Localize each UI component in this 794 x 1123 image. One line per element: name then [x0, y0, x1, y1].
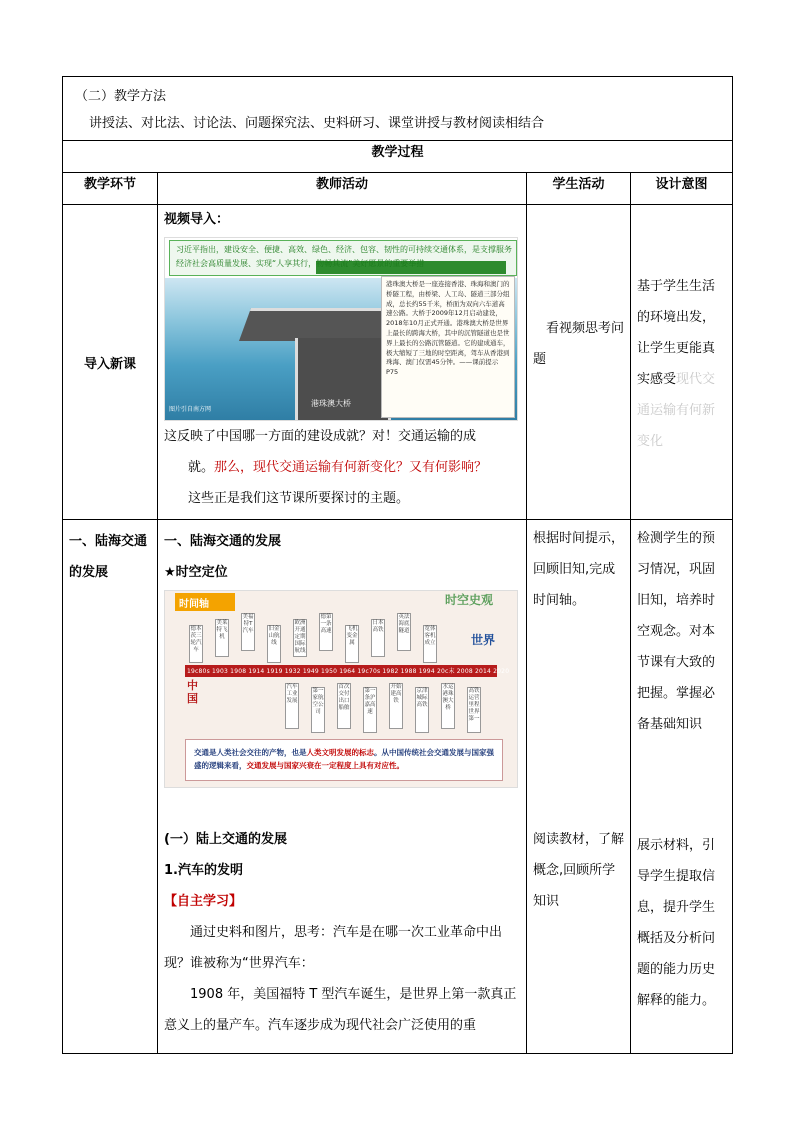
intro-line-2	[158, 452, 526, 483]
timeline-world-event: 欧洲开通定期国际航线	[293, 619, 307, 657]
car-invention-heading: 1.汽车的发明	[164, 863, 243, 878]
sea-row	[63, 520, 733, 1054]
ford-paragraph: 1908 年，美国福特 T 型汽车诞生，是世界上第一款真正意义上的量产车。汽车逐步成为现代社会广泛使用的重	[164, 987, 517, 1033]
self-study-question: 通过史料和图片，思考：汽车是在哪一次工业革命中出现？谁被称为“世界汽车：	[164, 925, 503, 971]
timeline-note-plain1: 交通是人类社会交往的产物，也是	[194, 748, 307, 757]
header-row	[63, 173, 733, 205]
timeline-world-event: 美福特T汽车	[241, 613, 255, 651]
timeline-note-red1: 人类文明发展的标志	[306, 748, 374, 757]
timeline-note	[194, 746, 496, 772]
sea-student-1: 根据时间提示，回顾旧知,完成时间轴。	[533, 531, 625, 608]
self-study-label: 【自主学习】	[164, 894, 243, 909]
timeline-world: 世界	[471, 633, 496, 647]
method-row	[63, 77, 733, 141]
intro-design-faded: 现代交通运输有何新变化	[637, 372, 716, 449]
timeline-image	[164, 590, 518, 788]
intro-row	[63, 205, 733, 520]
land-transport-heading: (一）陆上交通的发展	[164, 832, 287, 847]
timeline-china-event: 第一条沪嘉高速	[363, 687, 377, 733]
timeline-china: 中国	[187, 679, 198, 705]
intro-student-cell	[527, 205, 631, 520]
timeline-world-event: 美莱特飞机	[215, 619, 229, 657]
intro-line-3: 这些正是我们这节课所要探讨的主题。	[188, 491, 410, 506]
bridge-image	[164, 237, 518, 421]
header-student: 学生活动	[527, 173, 631, 205]
method-cell	[63, 77, 733, 141]
header-teacher: 教师活动	[158, 173, 527, 205]
sea-student-2: 阅读教材，了解概念,回顾所学知识	[533, 832, 625, 909]
sea-heading: 一、陆海交通的发展	[164, 534, 282, 549]
intro-line-1: 这反映了中国哪一方面的建设成就？对！交通运输的成	[164, 429, 477, 444]
intro-design-plain: 基于学生生活的环境出发，让学生更能真实感受	[637, 279, 716, 387]
intro-phase: 导入新课	[63, 205, 158, 520]
method-title: （二）教学方法	[75, 89, 167, 104]
timeline-china-event: 水运港珠澳大桥	[441, 683, 455, 729]
sea-design-1: 检测学生的预习情况，巩固旧知，培养时空观念。对本节课有大致的把握。掌握必备基础知识	[637, 531, 716, 732]
timeline-china-event: 高铁运营里程世界第一	[467, 687, 481, 733]
video-label: 视频导入：	[164, 212, 230, 227]
intro-line-2-plain: 就。	[188, 460, 215, 475]
timeline-world-event: 飞机变金属	[345, 625, 359, 663]
timeline-world-event: 日本高铁	[371, 619, 385, 657]
sea-student-cell	[527, 520, 631, 1054]
timeline-china-event: 汽车工业发展	[285, 683, 299, 729]
intro-student: 看视频思考问题	[533, 321, 625, 367]
process-title-row	[63, 141, 733, 173]
sea-star: ★时空定位	[164, 565, 228, 580]
timeline-brand: 时空史观	[445, 593, 494, 607]
method-text: 讲授法、对比法、讨论法、问题探究法、史料研习、课堂讲授与教材阅读相结合	[89, 116, 545, 131]
timeline-note-plain2: 。从中国传统社会交通发展与国家强盛的逻辑来看，	[194, 748, 494, 770]
bridge-name: 港珠澳大桥	[311, 399, 351, 408]
timeline-china-event: 第一家航空公司	[311, 687, 325, 733]
bridge-banner-text: 习近平指出，建设安全、便捷、高效、绿色、经济、包容、韧性的可持续交通体系，是支撑服务经济社会高质量发展、实现“人享其行，物畅其流”美好愿景的重要举措	[176, 245, 512, 268]
bridge-credit: 图片引自南方网	[169, 406, 212, 413]
timeline-china-event: 开始建高铁	[389, 683, 403, 729]
sea-phase: 一、陆海交通的发展	[63, 520, 158, 1054]
sea-design-2: 展示材料，引导学生提取信息，提升学生概括及分析问题的能力历史解释的能力。	[637, 838, 716, 1008]
intro-design-cell	[631, 205, 733, 520]
timeline-years: 19c80s 1903 1908 1914 1919 1932 1949 1950 1964 19c70s 1982 1988 1994 20c末 2008 2014 2020	[187, 668, 510, 675]
intro-question: 那么，现代交通运输有何新变化？又有何影响？	[214, 460, 488, 475]
header-phase: 教学环节	[63, 173, 158, 205]
sea-design-cell	[631, 520, 733, 1054]
process-title: 教学过程	[63, 141, 733, 173]
timeline-world-event: 宽体客机成立	[423, 625, 437, 663]
lesson-plan-table	[62, 76, 733, 1054]
sea-teacher-cell	[158, 520, 527, 1054]
timeline-world-event: 德第一条高速	[319, 613, 333, 651]
bridge-banner	[169, 240, 517, 276]
timeline-china-event: 首次交付出口船舶	[337, 683, 351, 729]
timeline-world-event: 旧金山航线	[267, 625, 281, 663]
timeline-china-event: 京津城际高铁	[415, 687, 429, 733]
header-design: 设计意图	[631, 173, 733, 205]
bridge-info-text: 港珠澳大桥是一座连接香港、珠海和澳门的桥隧工程，由桥梁、人工岛、隧道三部分组成，总长约55千米，桥面为双向六车道高速公路。大桥于2009年12月启动建设，2018年10月正式开通。港珠澳大桥是世界上最长的跨海大桥，其中的沉管隧道也是世界上最长的公路沉管隧道。它的建成通车，极大缩短了三地的时空距离，驾车从香港到珠海、澳门仅需45分钟。——课前提示P75	[386, 280, 510, 377]
bridge-info-box	[381, 276, 515, 418]
timeline-world-event: 英法海底隧道	[397, 613, 411, 651]
intro-design	[631, 205, 732, 457]
timeline-note-box	[185, 739, 503, 781]
timeline-head: 时间轴	[179, 599, 209, 610]
timeline-note-red2: 交通发展与国家兴衰在一定程度上具有对应性。	[246, 761, 404, 770]
timeline-world-event: 德本茨三轮汽车	[189, 625, 203, 663]
intro-teacher-cell	[158, 205, 527, 520]
